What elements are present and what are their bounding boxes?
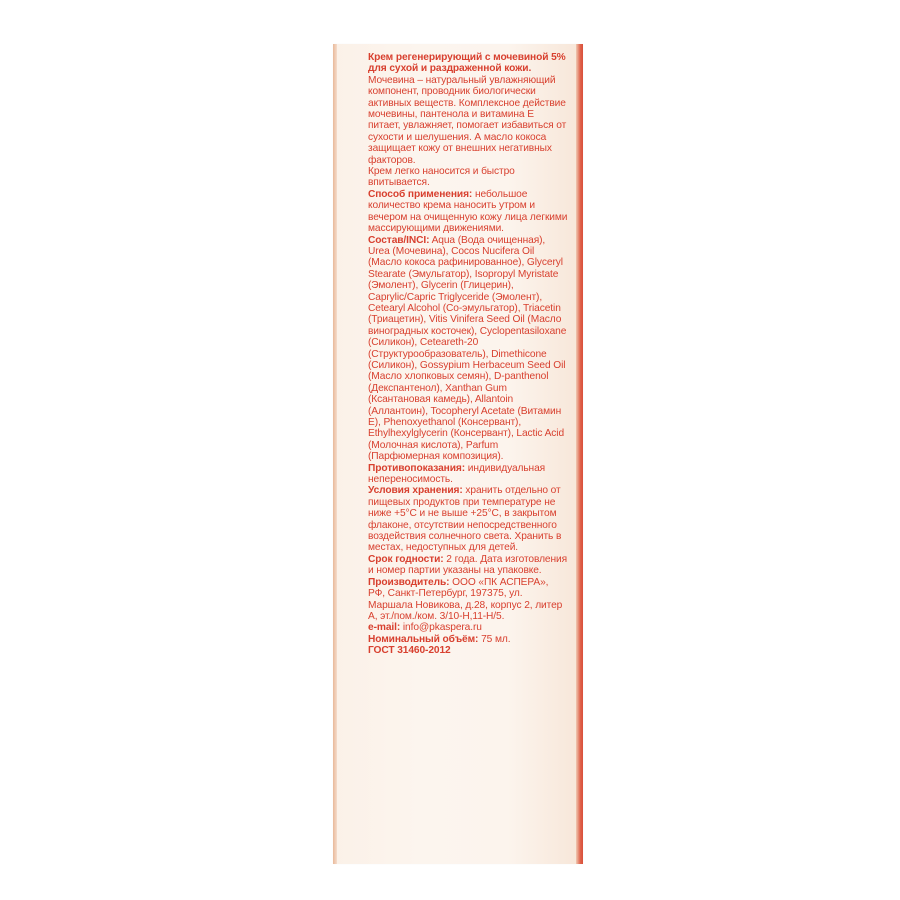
manufacturer-heading: Производитель: [368,576,450,588]
usage-section [368,189,568,235]
usage-heading: Способ применения: [368,188,473,200]
ingredients-heading: Состав/INCI: [368,234,430,246]
label-text-block [368,52,568,657]
ingredients-section [368,235,568,463]
volume-text: 75 мл. [481,633,511,645]
contraindications-section [368,463,568,486]
volume-section [368,634,568,645]
box-right-edge [576,44,583,864]
manufacturer-section [368,577,568,623]
shelf-life-text: 2 года. Дата изготовления и номер партии указаны на упаковке. [368,553,568,577]
usage-text: небольшое количество крема наносить утром и вечером на очищенную кожу лица легкими массирующими движениями. [368,188,568,235]
gost-standard: ГОСТ 31460-2012 [368,645,451,657]
product-title: Крем регенерирующий с мочевиной 5% для сухой и раздраженной кожи. [368,52,566,75]
shelf-life-heading: Срок годности: [368,553,444,565]
storage-heading: Условия хранения: [368,485,463,497]
email-heading: e-mail: [368,622,401,634]
ingredients-text: Aqua (Вода очищенная), Urea (Мочевина), Cocos Nucifera Oil (Масло кокоса рафинированное), Glyceryl Stearate (Эмульгатор), Isopropyl Myristate (Эмолент), Glycerin (Глицерин), Caprylic/Capric Triglyceride (Эмолент), Cetearyl Alcohol (Со-эмульгатор), Triacetin (Триацетин), Vitis Vinifera Seed Oil (Масло виноградных косточек), Cyclopentasiloxane (Силикон), Ceteareth-20 (Структурообразователь), Dimethicone (Силикон), Gossypium Herbaceum Seed Oil (Масло хлопковых семян), D-panthenol (Декспантенол), Xanthan Gum (Ксантановая камедь), Allantoin (Аллантоин), Tocopheryl Acetate (Витамин Е), Phenoxyethanol (Консервант), Ethylhexylglycerin (Консервант), Lactic Acid (Молочная кислота), Parfum (Парфюмерная композиция). [368,234,567,463]
contraindications-heading: Противопоказания: [368,462,466,474]
contraindications-text: индивидуальная непереносимость. [368,462,546,486]
storage-section [368,485,568,553]
product-description: Мочевина – натуральный увлажняющий компонент, проводник биологически активных веществ. Комплексное действие мочевины, пантенола и витамина Е питает, увлажняет, помогает избавиться от сухости и шелушения. А масло кокоса защищает кожу от внешних негативных факторов. [368,74,567,166]
volume-heading: Номинальный объём: [368,633,479,645]
email-section [368,622,568,633]
box-left-edge [333,44,337,864]
shelf-life-section [368,554,568,577]
product-description-2: Крем легко наносится и быстро впитывается. [368,166,515,189]
storage-text: хранить отдельно от пищевых продуктов при температуре не ниже +5°С и не выше +25°С, в закрытом флаконе, отсутствии непосредственного воздействия солнечного света. Хранить в местах, недоступных для детей. [368,485,562,554]
email-text: info@pkaspera.ru [402,622,482,634]
manufacturer-text: ООО «ПК АСПЕРА», РФ, Санкт-Петербург, 197375, ул. Маршала Новикова, д.28, корпус 2, литер А, эт./пом./ком. 3/10-Н,11-Н/5. [368,576,563,622]
